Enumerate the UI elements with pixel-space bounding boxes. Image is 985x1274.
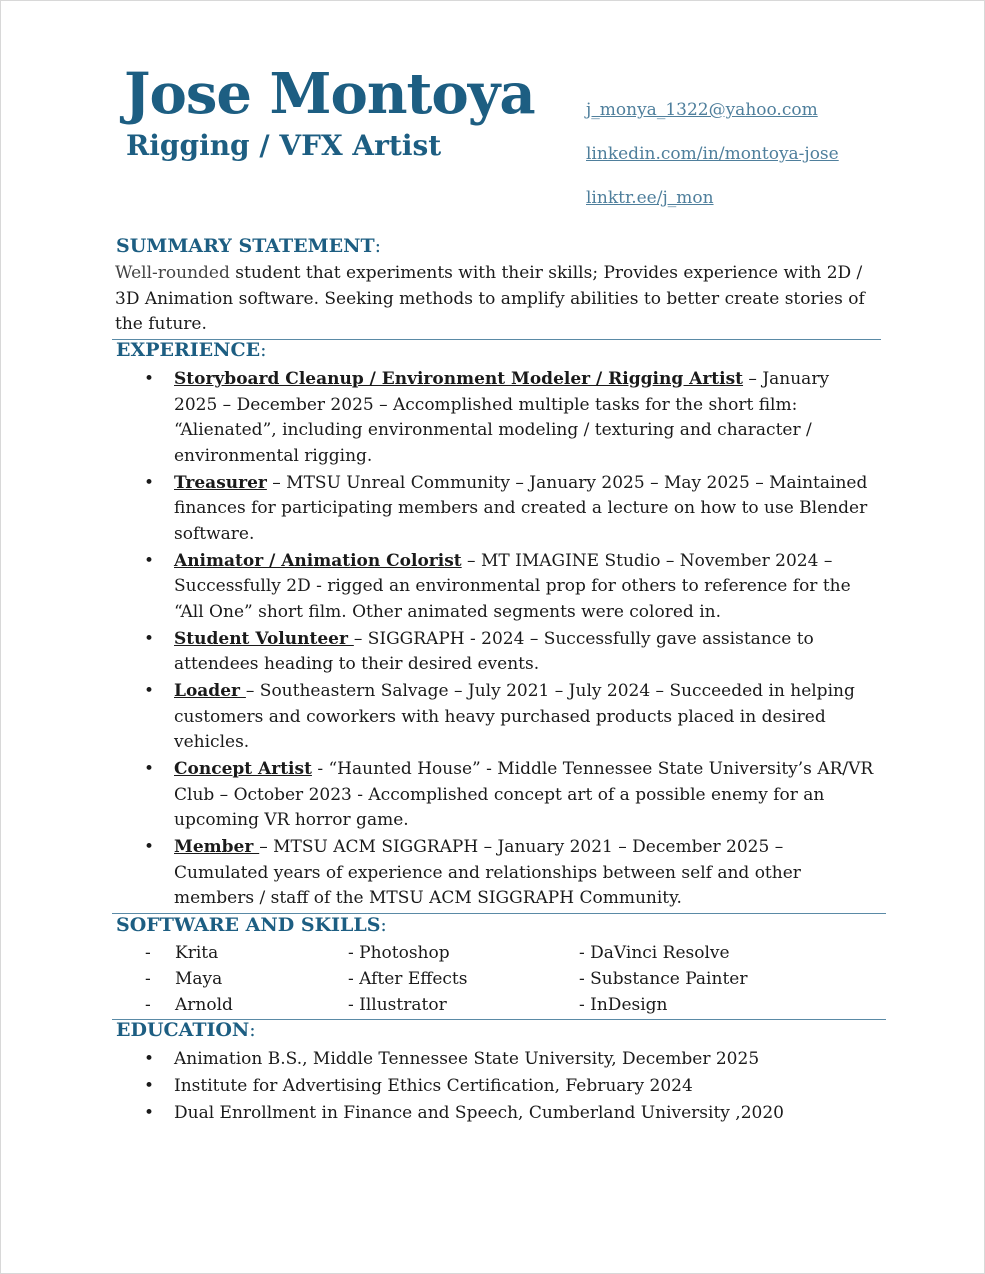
skill-item: - After Effects [348, 969, 468, 989]
heading-colon: : [380, 914, 387, 936]
education-item: • Institute for Advertising Ethics Certification, February 2024 [140, 1074, 875, 1100]
job-title: Loader [174, 681, 246, 701]
job-title: Storyboard Cleanup / Environment Modeler / Rigging Artist [174, 369, 744, 389]
summary-body: student that experiments with their skills; Provides experience with 2D / 3D Animation software. Seeking methods to amplify abilities to better create stories of the future. [115, 263, 865, 334]
job-description: – Southeastern Salvage – July 2021 – July 2024 – Succeeded in helping customers and coworkers with heavy purchased products placed in desired vehicles. [174, 681, 855, 752]
experience-item [140, 757, 875, 834]
skills-row [145, 940, 885, 966]
experience-item [140, 835, 875, 912]
linkedin-link[interactable]: linkedin.com/in/montoya-jose [586, 144, 839, 164]
skills-heading [116, 916, 387, 935]
job-description: – MTSU Unreal Community – January 2025 – May 2025 – Maintained finances for participating members and created a lecture on how to use Blender software. [174, 472, 868, 544]
linktree-link[interactable]: linktr.ee/j_mon [586, 188, 714, 208]
experience-item [140, 471, 875, 548]
skill-dash: - [145, 943, 151, 963]
skill-item: - Illustrator [348, 995, 447, 1015]
summary-lead: Well-rounded [115, 263, 230, 283]
skill-item: - InDesign [579, 995, 668, 1015]
job-description: – January 2025 – December 2025 – Accomplished multiple tasks for the short film: “Alienated”, including environmental modeling / texturing and character / environmental rigging. [174, 369, 830, 466]
job-title: Treasurer [174, 472, 267, 493]
skills-heading-text: SOFTWARE AND SKILLS [116, 914, 381, 936]
experience-item [140, 627, 875, 678]
summary-text [115, 261, 875, 338]
skill-item: Maya [175, 969, 223, 989]
job-title: Student Volunteer [174, 628, 354, 649]
education-heading [116, 1021, 256, 1040]
job-description: - “Haunted House” - Middle Tennessee State University’s AR/VR Club – October 2023 - Accomplished concept art of a possible enemy for an upcoming VR horror game. [174, 759, 874, 830]
skills-row [145, 966, 885, 992]
job-description: – MTSU ACM SIGGRAPH – January 2021 – December 2025 – Cumulated years of experience and relationships between self and other members / staff of the MTSU ACM SIGGRAPH Community. [174, 837, 801, 908]
education-list [140, 1047, 875, 1128]
skill-dash: - [145, 969, 151, 989]
experience-heading [116, 341, 267, 360]
experience-item [140, 549, 875, 626]
summary-heading [116, 237, 381, 256]
skill-item: - DaVinci Resolve [579, 943, 730, 963]
job-description: – SIGGRAPH - 2024 – Successfully gave assistance to attendees heading to their desired events. [174, 628, 814, 674]
education-item: • Dual Enrollment in Finance and Speech, Cumberland University ,2020 [140, 1101, 875, 1127]
skill-item: Arnold [175, 995, 233, 1015]
candidate-role: Rigging / VFX Artist [126, 129, 442, 162]
contact-links [586, 88, 839, 220]
heading-colon: : [374, 235, 382, 257]
heading-colon: : [249, 1019, 256, 1041]
skills-row [145, 992, 885, 1018]
experience-item [140, 367, 875, 469]
experience-heading-text: EXPERIENCE [116, 339, 261, 361]
skill-item: - Substance Painter [579, 969, 748, 989]
education-heading-text: EDUCATION [116, 1019, 250, 1041]
heading-colon: : [260, 339, 267, 361]
skills-table [145, 940, 885, 1018]
job-description: – MT IMAGINE Studio – November 2024 – Successfully 2D - rigged an environmental prop for others to reference for the “All One” short film. Other animated segments were colored in. [174, 550, 851, 622]
skill-dash: - [145, 995, 151, 1015]
job-title: Animator / Animation Colorist [174, 550, 462, 571]
job-title: Concept Artist [174, 759, 312, 779]
education-item: • Animation B.S., Middle Tennessee State University, December 2025 [140, 1047, 875, 1073]
candidate-name: Jose Montoya [124, 61, 535, 127]
skill-item: Krita [175, 943, 219, 963]
job-title: Member [174, 837, 260, 857]
summary-heading-text: SUMMARY STATEMENT [116, 235, 375, 257]
experience-item [140, 679, 875, 756]
skill-item: - Photoshop [348, 943, 450, 963]
email-link[interactable]: j_monya_1322@yahoo.com [586, 100, 818, 120]
experience-list [140, 367, 875, 913]
